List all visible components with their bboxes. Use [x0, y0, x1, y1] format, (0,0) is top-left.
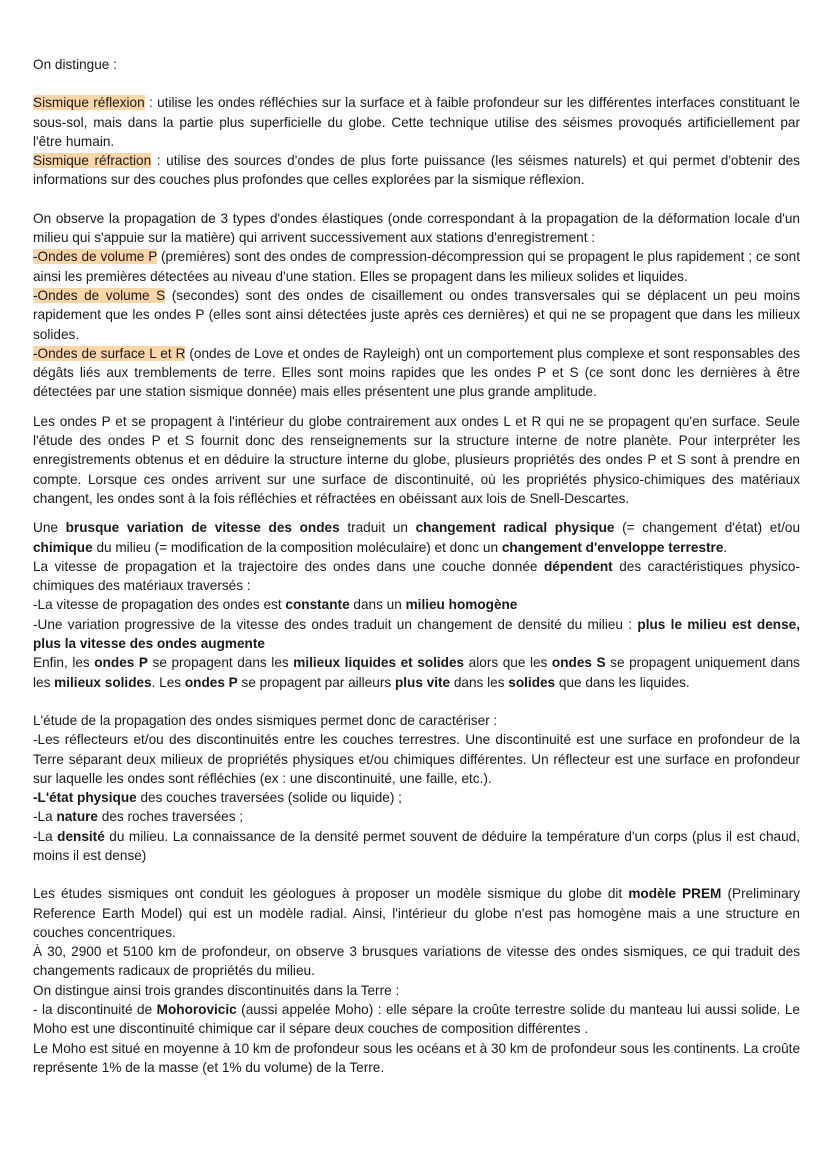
prem-moho: - la discontinuité de Mohorovicic (aussi appelée Moho) : elle sépare la croûte terrestre solide du manteau lui aussi solide. Le Moho est une discontinuité chimique car il sépare deux couches de composition différentes . — [33, 1002, 800, 1037]
vitesse-milieux: Enfin, les ondes P se propagent dans les milieux liquides et solides alors que les ondes S se propagent uniquement dans les milieux solides. Les ondes P se propagent par ailleurs plus vite dans les solides que dans les liquides. — [33, 655, 800, 690]
prem-moho-profondeur: Le Moho est situé en moyenne à 10 km de profondeur sous les océans et à 30 km de profondeur sous les continents. La croûte représente 1% de la masse (et 1% du volume) de la Terre. — [33, 1040, 801, 1075]
etude-reflecteurs: -Les réflecteurs et/ou des discontinuités entre les couches terrestres. Une discontinuité est une surface en profondeur de la Terre séparant deux milieux de propriétés physiques et/ou chimiques différentes. Un réflecteur est une surface en profondeur sur laquelle les ondes sont réfléchies (ex : une discontinuité, une faille, etc.). — [33, 732, 800, 786]
ondes-ps-paragraph: Les ondes P et se propagent à l'intérieur du globe contrairement aux ondes L et R qui ne se propagent qu'en surface. Seule l'étude des ondes P et S fournit donc des renseignements sur la structure interne de notre planète. Pour interpréter les enregistrements obtenus et en déduire la structure interne du globe, plusieurs propriétés des ondes P et S sont à prendre en compte. Lorsque ces ondes arrivent sur une surface de discontinuité, où les propriétés physico-chimiques des matériaux changent, les ondes sont à la fois réfléchies et réfractées en obéissant aux lois de Snell-Descartes. — [33, 413, 800, 506]
ondes-s-paragraph: -Ondes de volume S (secondes) sont des ondes de cisaillement ou ondes transversales qui se déplacent un peu moins rapidement que les ondes P (elles sont ainsi détectées juste après ces dernières) et qui ne se propagent que dans les milieux solides. — [33, 287, 800, 342]
ondes-intro: On observe la propagation de 3 types d'ondes élastiques (onde correspondant à la propagation de la déformation locale d'un milieu qui s'appuie sur la matière) qui arrivent successivement aux stations d'enregistrement : — [33, 210, 800, 246]
ondes-s-term: -Ondes de volume S — [33, 287, 166, 303]
sismique-refraction-term: Sismique réfraction — [33, 153, 152, 169]
prem-profondeurs: À 30, 2900 et 5100 km de profondeur, on observe 3 brusques variations de vitesse des ondes sismiques, ce qui traduit des changements radicaux de propriétés du milieu. — [33, 944, 800, 979]
ondes-p-term: -Ondes de volume P — [33, 249, 158, 265]
etude-densite: -La densité du milieu. La connaissance de la densité permet souvent de déduire la température d'un corps (plus il est chaud, moins il est dense) — [33, 828, 800, 863]
ondes-lr-paragraph: -Ondes de surface L et R (ondes de Love et ondes de Rayleigh) ont un comportement plus complexe et sont responsables des dégâts liés aux tremblements de terre. Elles sont moins rapides que les ondes P et S (ce sont donc les dernières à être détectées par une station sismique donnée) mais elles présentent une plus grande amplitude. — [33, 345, 800, 400]
sismique-reflexion-term: Sismique réflexion — [33, 95, 145, 111]
vitesse-constante: -La vitesse de propagation des ondes est constante dans un milieu homogène — [33, 597, 518, 613]
ondes-p-paragraph: -Ondes de volume P (premières) sont des ondes de compression-décompression qui se propagent le plus rapidement ; ce sont ainsi les premières détectées au niveau d'une station. Elles se propagent dans les milieux solides et liquides. — [33, 249, 801, 284]
ondes-lr-term: -Ondes de surface L et R — [33, 345, 186, 361]
etude-intro: L'étude de la propagation des ondes sismiques permet donc de caractériser : — [33, 712, 498, 728]
prem-paragraph: Les études sismiques ont conduit les géologues à proposer un modèle sismique du globe dit modèle PREM (Preliminary Reference Earth Model) qui est un modèle radial. Ainsi, l'intérieur du globe n'est pas homogène mais a une structure en couches concentriques. — [33, 886, 800, 940]
vitesse-dependance: La vitesse de propagation et la trajectoire des ondes dans une couche donnée dépendent des caractéristiques physico-chimiques des matériaux traversés : — [33, 558, 800, 594]
vitesse-paragraph: Une brusque variation de vitesse des ondes traduit un changement radical physique (= changement d'état) et/ou chimique du milieu (= modification de la composition moléculaire) et donc un changement d'enveloppe terrestre. — [33, 520, 801, 555]
etude-etat-physique: -L'état physique des couches traversées (solide ou liquide) ; — [33, 790, 402, 806]
vitesse-densite: -Une variation progressive de la vitesse des ondes traduit un changement de densité du milieu : plus le milieu est dense, plus la vitesse des ondes augmente — [33, 616, 800, 652]
intro-line: On distingue : — [33, 57, 117, 72]
sismique-reflexion-paragraph: Sismique réflexion : utilise les ondes réfléchies sur la surface et à faible profondeur sur les différentes interfaces constituant le sous-sol, mais dans la partie plus superficielle du globe. Cette technique utilise des séismes provoqués artificiellement par l'être humain. — [33, 95, 800, 149]
etude-nature: -La nature des roches traversées ; — [33, 809, 244, 825]
prem-discontinuites: On distingue ainsi trois grandes discontinuités dans la Terre : — [33, 982, 400, 998]
sismique-refraction-paragraph: Sismique réfraction : utilise des sources d'ondes de plus forte puissance (les séismes naturels) et qui permet d'obtenir des informations sur des couches plus profondes que celles explorées par la sismique réflexion. — [33, 153, 800, 188]
